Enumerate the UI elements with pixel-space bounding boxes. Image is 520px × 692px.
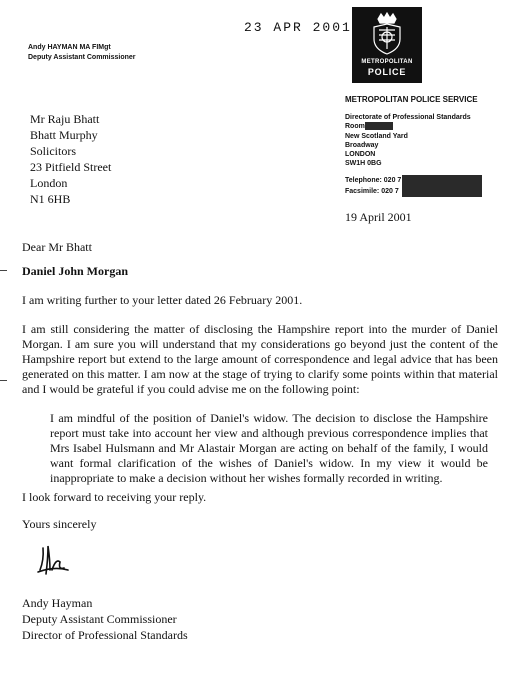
recipient-street: 23 Pitfield Street (30, 160, 112, 174)
signoff-role: Director of Professional Standards (22, 628, 188, 642)
signoff-name: Andy Hayman (22, 596, 93, 610)
department-name: Directorate of Professional Standards (345, 114, 471, 121)
body-paragraph-4: I look forward to receiving your reply. (22, 490, 207, 504)
redaction-bar (365, 122, 393, 130)
handwritten-signature-icon (34, 540, 84, 585)
crown-crest-icon (369, 11, 405, 57)
recipient-name: Mr Raju Bhatt (30, 112, 100, 126)
letter-date: 19 April 2001 (345, 210, 412, 224)
telephone-line: Telephone: 020 7 (345, 175, 482, 197)
recipient-address (30, 111, 111, 207)
recipient-firm: Bhatt Murphy (30, 128, 98, 142)
recipient-postcode: N1 6HB (30, 192, 71, 206)
recipient-role: Solicitors (30, 144, 77, 158)
department-room: Room (345, 122, 471, 131)
margin-mark (0, 270, 7, 271)
sender-name: Andy HAYMAN MA FIMgt (28, 44, 111, 51)
department-city: LONDON (345, 151, 376, 159)
body-paragraph-1: I am writing further to your letter dated 26 February 2001. (22, 293, 303, 307)
sender-block (28, 43, 136, 63)
metropolitan-police-logo (352, 7, 422, 83)
redaction-bar (402, 175, 482, 197)
logo-text-metropolitan: METROPOLITAN (361, 59, 413, 65)
department-address (345, 113, 471, 169)
facsimile-line: Facsimile: 020 7 (345, 188, 399, 195)
logo-text-police: POLICE (367, 67, 407, 77)
signoff-title: Deputy Assistant Commissioner (22, 612, 177, 626)
department-street: Broadway (345, 141, 379, 149)
margin-mark (0, 380, 7, 381)
salutation: Dear Mr Bhatt (22, 240, 92, 254)
sender-title: Deputy Assistant Commissioner (28, 54, 136, 61)
contact-numbers (345, 175, 482, 197)
received-date-stamp: 23 APR 2001 (244, 20, 352, 35)
closing: Yours sincerely (22, 517, 97, 531)
signoff-block (22, 595, 188, 643)
recipient-city: London (30, 176, 68, 190)
subject-line: Daniel John Morgan (22, 264, 129, 278)
body-paragraph-2: I am still considering the matter of disclosing the Hampshire report into the murder of Daniel Morgan. I am sure you will understand that my considerations go beyond just the content of the Hampshire report but extend to the large amount of correspondence and legal advice that has been generated on this matter. I am now at the stage of trying to clarify some points within that material and I would be grateful if you could advise me on the following point: (22, 322, 498, 396)
department-building: New Scotland Yard (345, 132, 408, 140)
body-paragraph-3-indented: I am mindful of the position of Daniel's widow. The decision to disclose the Hampshire report must take into account her view and although previous correspondence implies that Mrs Isabel Hulsmann and Mr Alastair Morgan are acting on behalf of the family, I would want formal clarification of the wishes of Daniel's widow. In my view it would be inappropriate to make a decision without her wishes formally recorded in writing. (50, 411, 488, 485)
service-name: METROPOLITAN POLICE SERVICE (345, 95, 478, 104)
department-postcode: SW1H 0BG (345, 160, 382, 168)
